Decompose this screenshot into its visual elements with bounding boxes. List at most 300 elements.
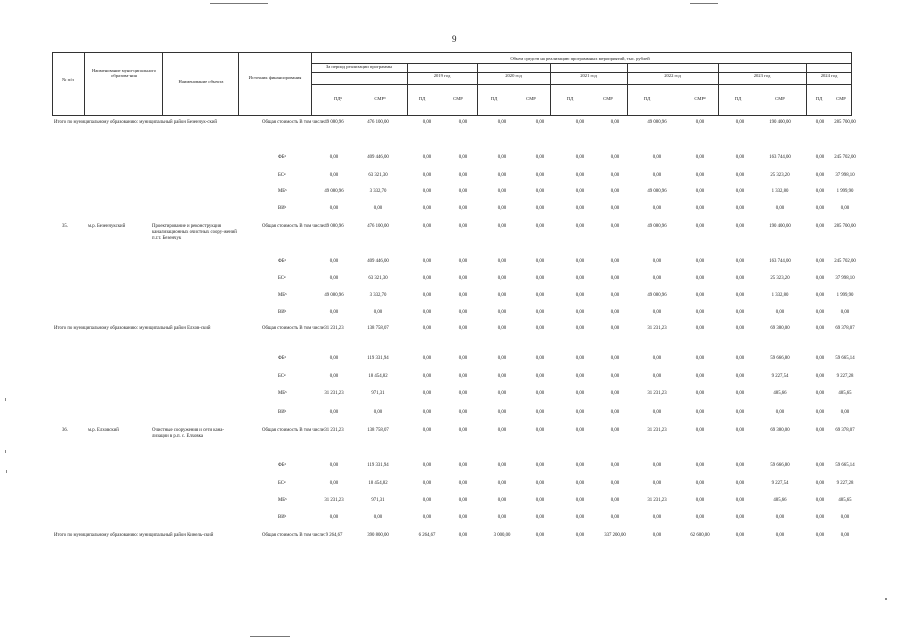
row-value: 0,00 <box>610 391 620 396</box>
row-funding-source: Общая стоимость В том числе: <box>262 428 326 433</box>
row-value: 0,00 <box>610 410 620 415</box>
row-value: 63 321,30 <box>368 276 388 281</box>
row-value: 0,00 <box>497 259 507 264</box>
row-funding-source: БС⁴ <box>278 374 286 379</box>
row-value: 0,00 <box>815 206 825 211</box>
row-value: 138 758,07 <box>367 428 389 433</box>
row-value: 971,31 <box>371 391 385 396</box>
row-value: 0,00 <box>329 410 339 415</box>
row-value: 0,00 <box>575 310 585 315</box>
row-value: 31 231,23 <box>647 428 667 433</box>
row-value: 0,00 <box>458 293 468 298</box>
row-value: 9 264,67 <box>325 533 343 538</box>
row-value: 0,00 <box>422 310 432 315</box>
row-value: 0,00 <box>458 310 468 315</box>
row-value: 31 231,23 <box>324 326 344 331</box>
row-value: 0,00 <box>652 374 662 379</box>
row-value: 0,00 <box>497 463 507 468</box>
scan-mark-bottom <box>250 636 290 637</box>
row-value: 0,00 <box>535 533 545 538</box>
row-value: 3 332,70 <box>369 189 387 194</box>
row-value: 0,00 <box>497 293 507 298</box>
header-sub: СМР <box>836 96 846 101</box>
row-value: 18 454,82 <box>368 374 388 379</box>
row-value: 0,00 <box>735 391 745 396</box>
row-value: 0,00 <box>695 428 705 433</box>
row-value: 0,00 <box>735 428 745 433</box>
row-object: Очистные сооружения и сети кана-лизации в р.п. с. Елховка <box>152 428 224 439</box>
row-funding-source: ФБ³ <box>278 356 286 361</box>
row-value: 0,00 <box>610 276 620 281</box>
header-sub: СМР <box>453 96 463 101</box>
row-value: 0,00 <box>422 374 432 379</box>
row-number: 36. <box>62 428 68 433</box>
row-value: 0,00 <box>458 356 468 361</box>
row-value: 0,00 <box>458 259 468 264</box>
row-value: 485,65 <box>838 498 852 503</box>
row-value: 0,00 <box>610 374 620 379</box>
row-value: 0,00 <box>373 310 383 315</box>
row-value: 0,00 <box>695 173 705 178</box>
row-value: 0,00 <box>695 120 705 125</box>
row-value: 0,00 <box>735 259 745 264</box>
row-value: 31 231,23 <box>324 498 344 503</box>
row-value: 0,00 <box>652 515 662 520</box>
row-value: 0,00 <box>775 515 785 520</box>
row-value: 62 600,00 <box>690 533 710 538</box>
row-value: 0,00 <box>840 410 850 415</box>
row-value: 0,00 <box>422 155 432 160</box>
row-value: 0,00 <box>458 189 468 194</box>
row-value: 0,00 <box>373 206 383 211</box>
row-value: 0,00 <box>840 515 850 520</box>
row-value: 0,00 <box>610 515 620 520</box>
row-value: 0,00 <box>458 326 468 331</box>
row-value: 0,00 <box>695 276 705 281</box>
row-value: 0,00 <box>535 481 545 486</box>
row-value: 0,00 <box>575 391 585 396</box>
row-value: 0,00 <box>695 326 705 331</box>
row-value: 0,00 <box>535 189 545 194</box>
row-value: 0,00 <box>735 374 745 379</box>
row-value: 0,00 <box>610 155 620 160</box>
row-value: 6 264,67 <box>418 533 436 538</box>
row-value: 0,00 <box>535 259 545 264</box>
row-value: 285 700,00 <box>834 120 856 125</box>
row-funding-source: ФБ³ <box>278 463 286 468</box>
row-value: 69 378,07 <box>835 428 855 433</box>
row-value: 1 332,80 <box>771 293 789 298</box>
row-value: 0,00 <box>497 310 507 315</box>
row-value: 31 231,23 <box>647 391 667 396</box>
header-total-period: За период реализации программы <box>325 64 393 69</box>
row-value: 0,00 <box>815 276 825 281</box>
row-value: 0,00 <box>695 356 705 361</box>
row-funding-source: ФБ³ <box>278 155 286 160</box>
row-value: 0,00 <box>458 224 468 229</box>
row-value: 0,00 <box>535 310 545 315</box>
scan-mark-top-right <box>690 3 718 4</box>
row-value: 0,00 <box>329 356 339 361</box>
row-value: 0,00 <box>610 120 620 125</box>
header-divider <box>806 63 807 116</box>
row-value: 69 380,00 <box>770 428 790 433</box>
row-value: 0,00 <box>815 293 825 298</box>
row-value: 0,00 <box>815 481 825 486</box>
row-value: 25 323,20 <box>770 276 790 281</box>
row-value: 0,00 <box>329 310 339 315</box>
row-value: 390 800,00 <box>367 533 389 538</box>
row-value: 0,00 <box>575 463 585 468</box>
row-value: 0,00 <box>458 515 468 520</box>
header-sub: ПД <box>566 96 574 101</box>
header-divider <box>477 63 478 116</box>
row-value: 37 998,10 <box>835 276 855 281</box>
row-value: 0,00 <box>535 326 545 331</box>
row-value: 0,00 <box>535 498 545 503</box>
header-divider <box>627 63 628 116</box>
row-value: 0,00 <box>373 410 383 415</box>
row-value: 0,00 <box>735 515 745 520</box>
header-sub: СМР <box>775 96 785 101</box>
row-value: 0,00 <box>815 410 825 415</box>
row-value: 0,00 <box>775 206 785 211</box>
row-value: 0,00 <box>329 515 339 520</box>
row-value: 0,00 <box>422 391 432 396</box>
header-sub: ПД <box>643 96 651 101</box>
row-funding-source: ВИ⁶ <box>278 310 287 315</box>
row-value: 0,00 <box>695 206 705 211</box>
row-value: 0,00 <box>815 428 825 433</box>
row-value: 31 231,23 <box>324 391 344 396</box>
row-value: 0,00 <box>575 481 585 486</box>
row-value: 0,00 <box>575 224 585 229</box>
row-value: 0,00 <box>695 463 705 468</box>
row-value: 0,00 <box>695 155 705 160</box>
header-sub: ПД <box>734 96 742 101</box>
row-value: 0,00 <box>497 155 507 160</box>
row-value: 0,00 <box>497 481 507 486</box>
row-value: 0,00 <box>422 224 432 229</box>
row-value: 0,00 <box>575 276 585 281</box>
row-value: 69 378,07 <box>835 326 855 331</box>
scan-speck <box>6 470 7 473</box>
row-value: 0,00 <box>535 356 545 361</box>
row-municipality: м.р. Безенчукский <box>88 224 126 229</box>
row-value: 0,00 <box>575 326 585 331</box>
row-value: 49 080,96 <box>647 120 667 125</box>
row-value: 0,00 <box>422 356 432 361</box>
row-value: 0,00 <box>497 120 507 125</box>
row-value: 0,00 <box>735 498 745 503</box>
row-value: 0,00 <box>497 224 507 229</box>
row-value: 0,00 <box>610 463 620 468</box>
row-value: 0,00 <box>610 310 620 315</box>
row-value: 0,00 <box>610 206 620 211</box>
header-year: 2021 год <box>580 73 597 78</box>
row-value: 0,00 <box>575 206 585 211</box>
row-value: 0,00 <box>735 189 745 194</box>
row-funding-source: ВИ⁶ <box>278 515 287 520</box>
row-value: 0,00 <box>652 310 662 315</box>
row-value: 31 231,23 <box>324 428 344 433</box>
row-value: 0,00 <box>815 259 825 264</box>
row-funding-source: ФБ³ <box>278 259 286 264</box>
row-value: 0,00 <box>652 206 662 211</box>
row-value: 0,00 <box>497 391 507 396</box>
row-value: 0,00 <box>735 155 745 160</box>
row-value: 3 000,00 <box>493 533 511 538</box>
row-value: 0,00 <box>329 481 339 486</box>
row-value: 0,00 <box>575 374 585 379</box>
row-value: 0,00 <box>422 293 432 298</box>
row-value: 49 080,96 <box>324 120 344 125</box>
row-value: 18 454,82 <box>368 481 388 486</box>
row-funding-source: Общая стоимость В том числе: <box>262 533 326 538</box>
row-value: 59 665,14 <box>835 463 855 468</box>
header-sub: СМР <box>526 96 536 101</box>
row-value: 0,00 <box>695 224 705 229</box>
row-value: 0,00 <box>422 498 432 503</box>
row-value: 0,00 <box>815 120 825 125</box>
row-value: 163 744,00 <box>769 155 791 160</box>
row-value: 1 999,90 <box>836 293 854 298</box>
row-value: 69 380,00 <box>770 326 790 331</box>
row-value: 59 666,80 <box>770 463 790 468</box>
row-value: 0,00 <box>610 356 620 361</box>
row-value: 0,00 <box>575 173 585 178</box>
row-value: 0,00 <box>652 259 662 264</box>
header-year: 2019 год <box>433 73 451 78</box>
row-value: 0,00 <box>497 326 507 331</box>
row-value: 0,00 <box>652 533 662 538</box>
row-value: 0,00 <box>458 120 468 125</box>
row-value: 0,00 <box>815 515 825 520</box>
row-value: 9 227,54 <box>771 374 789 379</box>
row-value: 0,00 <box>329 259 339 264</box>
scan-mark-top-left <box>210 3 268 4</box>
row-value: 0,00 <box>695 410 705 415</box>
row-number: 35. <box>62 224 68 229</box>
row-value: 0,00 <box>840 533 850 538</box>
row-value: 485,66 <box>773 391 787 396</box>
row-value: 0,00 <box>815 498 825 503</box>
row-value: 0,00 <box>610 224 620 229</box>
row-value: 0,00 <box>652 155 662 160</box>
scan-speck <box>5 398 6 401</box>
row-funding-source: МБ⁵ <box>278 391 287 396</box>
row-value: 49 080,96 <box>647 224 667 229</box>
row-value: 0,00 <box>422 481 432 486</box>
row-value: 0,00 <box>422 515 432 520</box>
row-value: 476 100,00 <box>367 120 389 125</box>
row-value: 59 665,14 <box>835 356 855 361</box>
row-funding-source: БС⁴ <box>278 173 286 178</box>
row-value: 9 227,28 <box>836 481 854 486</box>
row-value: 0,00 <box>422 463 432 468</box>
row-value: 0,00 <box>815 173 825 178</box>
row-value: 0,00 <box>458 391 468 396</box>
row-value: 0,00 <box>815 533 825 538</box>
row-value: 0,00 <box>815 224 825 229</box>
row-value: 0,00 <box>695 481 705 486</box>
row-value: 0,00 <box>652 173 662 178</box>
row-value: 49 080,96 <box>647 293 667 298</box>
row-funding-source: Общая стоимость В том числе: <box>262 224 326 229</box>
row-value: 0,00 <box>610 326 620 331</box>
row-value: 0,00 <box>695 515 705 520</box>
row-funding-source: БС⁴ <box>278 276 286 281</box>
row-value: 0,00 <box>775 410 785 415</box>
row-value: 119 331,94 <box>367 356 389 361</box>
row-value: 0,00 <box>575 515 585 520</box>
row-value: 0,00 <box>575 428 585 433</box>
row-value: 0,00 <box>458 463 468 468</box>
row-value: 0,00 <box>652 356 662 361</box>
row-value: 0,00 <box>735 224 745 229</box>
row-value: 0,00 <box>610 173 620 178</box>
row-value: 0,00 <box>422 276 432 281</box>
row-value: 0,00 <box>497 173 507 178</box>
row-funding-source: Общая стоимость В том числе: <box>262 326 326 331</box>
row-value: 409 446,00 <box>367 259 389 264</box>
row-value: 0,00 <box>497 356 507 361</box>
row-value: 0,00 <box>422 410 432 415</box>
row-value: 0,00 <box>575 155 585 160</box>
header-sub: СМР⁹ <box>374 96 386 101</box>
row-value: 0,00 <box>735 410 745 415</box>
row-value: 0,00 <box>652 410 662 415</box>
header-municipality: Наименование муни-ципального образова-ния <box>91 68 157 79</box>
row-value: 0,00 <box>422 206 432 211</box>
row-value: 0,00 <box>458 533 468 538</box>
row-value: 0,00 <box>458 481 468 486</box>
row-value: 0,00 <box>695 310 705 315</box>
row-value: 0,00 <box>840 310 850 315</box>
row-value: 0,00 <box>458 276 468 281</box>
header-divider <box>407 63 408 116</box>
row-value: 0,00 <box>575 356 585 361</box>
row-value: 0,00 <box>373 515 383 520</box>
row-value: 0,00 <box>840 206 850 211</box>
row-value: 49 080,96 <box>324 224 344 229</box>
header-divider <box>311 84 852 85</box>
header-divider <box>84 52 85 116</box>
row-value: 0,00 <box>610 189 620 194</box>
row-value: 63 321,30 <box>368 173 388 178</box>
row-value: 49 080,96 <box>324 189 344 194</box>
row-value: 0,00 <box>610 293 620 298</box>
row-funding-source: МБ⁵ <box>278 498 287 503</box>
row-value: 0,00 <box>535 515 545 520</box>
row-value: 0,00 <box>497 189 507 194</box>
row-value: 59 666,80 <box>770 356 790 361</box>
row-municipality: м.р. Елховский <box>88 428 119 433</box>
row-value: 25 323,20 <box>770 173 790 178</box>
header-year: 2023 год <box>753 73 771 78</box>
row-value: 0,00 <box>695 374 705 379</box>
row-value: 0,00 <box>815 374 825 379</box>
row-value: 485,66 <box>773 498 787 503</box>
row-value: 0,00 <box>575 293 585 298</box>
header-num: № п/п <box>62 77 74 82</box>
row-object: Итого по муниципальному образованию: муниципальный район Елхов-ский <box>54 326 211 331</box>
row-value: 0,00 <box>575 120 585 125</box>
row-value: 0,00 <box>575 189 585 194</box>
row-value: 337 200,00 <box>604 533 626 538</box>
row-value: 0,00 <box>535 293 545 298</box>
row-value: 0,00 <box>535 173 545 178</box>
row-value: 119 331,94 <box>367 463 389 468</box>
header-sub: СМР⁸ <box>694 96 706 101</box>
header-sub: СМР <box>603 96 613 101</box>
row-funding-source: ВИ⁶ <box>278 410 287 415</box>
row-funding-source: ВИ⁶ <box>278 206 287 211</box>
row-value: 0,00 <box>815 356 825 361</box>
row-value: 0,00 <box>735 481 745 486</box>
row-funding-source: БС⁴ <box>278 481 286 486</box>
row-value: 0,00 <box>775 533 785 538</box>
row-value: 0,00 <box>458 410 468 415</box>
row-value: 0,00 <box>458 498 468 503</box>
row-value: 0,00 <box>535 463 545 468</box>
row-value: 245 702,00 <box>834 155 856 160</box>
row-value: 9 227,54 <box>771 481 789 486</box>
row-value: 0,00 <box>735 463 745 468</box>
row-value: 0,00 <box>652 463 662 468</box>
header-year: 2024 год <box>820 73 838 78</box>
row-value: 0,00 <box>535 410 545 415</box>
row-value: 0,00 <box>329 206 339 211</box>
row-value: 190 400,00 <box>769 120 791 125</box>
row-value: 0,00 <box>535 206 545 211</box>
row-value: 0,00 <box>610 428 620 433</box>
row-value: 138 758,07 <box>367 326 389 331</box>
row-value: 0,00 <box>610 498 620 503</box>
row-value: 0,00 <box>815 326 825 331</box>
row-value: 0,00 <box>535 120 545 125</box>
row-value: 0,00 <box>422 189 432 194</box>
row-funding-source: МБ⁵ <box>278 189 287 194</box>
header-divider <box>550 63 551 116</box>
row-value: 0,00 <box>575 498 585 503</box>
row-value: 0,00 <box>422 120 432 125</box>
row-value: 0,00 <box>735 310 745 315</box>
row-value: 0,00 <box>815 310 825 315</box>
row-value: 0,00 <box>497 374 507 379</box>
row-value: 0,00 <box>497 498 507 503</box>
row-value: 485,65 <box>838 391 852 396</box>
row-value: 0,00 <box>329 463 339 468</box>
row-value: 0,00 <box>497 428 507 433</box>
row-value: 0,00 <box>815 189 825 194</box>
row-value: 0,00 <box>815 155 825 160</box>
page-number: 9 <box>452 34 457 44</box>
row-value: 0,00 <box>815 463 825 468</box>
row-value: 0,00 <box>497 276 507 281</box>
header-sub: ПД <box>815 96 823 101</box>
row-object: Проектирование и реконструкция канализационных очистных соору-жений п.г.т. Безенчук <box>152 224 237 241</box>
row-value: 0,00 <box>535 391 545 396</box>
header-divider <box>238 52 239 116</box>
row-value: 0,00 <box>775 310 785 315</box>
row-object: Итого по муниципальному образованию: муниципальный район Кинель-ский <box>54 533 214 538</box>
row-value: 9 227,28 <box>836 374 854 379</box>
row-value: 0,00 <box>497 410 507 415</box>
row-value: 0,00 <box>695 259 705 264</box>
row-value: 0,00 <box>575 259 585 264</box>
header-year: 2020 год <box>505 73 522 78</box>
